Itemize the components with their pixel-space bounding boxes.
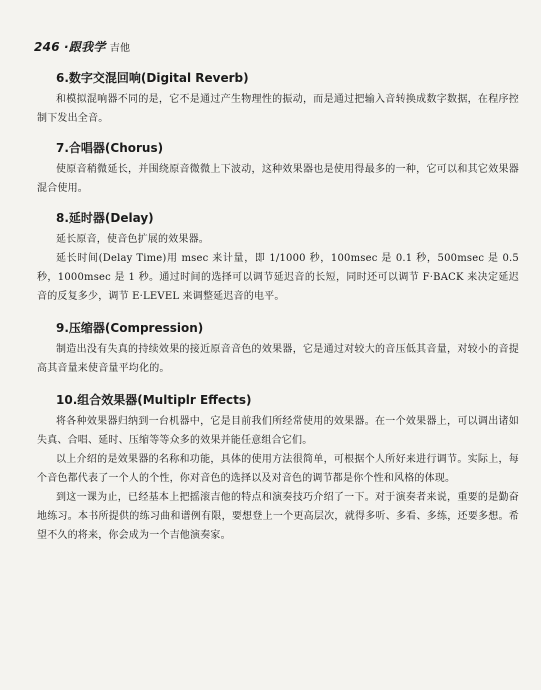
section-digital-reverb [37,70,519,128]
subject-title: 吉他 [109,43,131,54]
section-heading: 8.延时器(Delay) [56,211,154,225]
section-chorus [37,140,519,198]
paragraph: 制造出没有失真的持续效果的接近原音音色的效果器，它是通过对较大的音压低其音量，对较小的音提高其音量来使音量平均化的。 [37,344,519,374]
paragraph: 以上介绍的是效果器的名称和功能，具体的使用方法很简单，可根据个人所好来进行调节。实际上，每个音色都代表了一个人的个性，你对音色的选择以及对音色的调节都是你个性和风格的体现。 [37,454,519,484]
paragraph: 使原音稍微延长，并围绕原音微微上下波动，这种效果器也是使用得最多的一种，它可以和其它效果器混合使用。 [37,164,519,194]
page-number: 246 [34,40,60,54]
section-heading: 7.合唱器(Chorus) [56,141,164,155]
series-title: ·跟我学 [63,40,106,54]
running-head [34,38,130,55]
paragraph: 到这一课为止，已经基本上把摇滚吉他的特点和演奏技巧介绍了一下。对于演奏者来说，重要的是勤奋地练习。本书所提供的练习曲和谱例有限，要想登上一个更高层次，就得多听、多看、多练，还要多想。希望不久的将来，你会成为一个吉他演奏家。 [37,492,519,541]
paragraph: 将各种效果器归纳到一台机器中，它是目前我们所经常使用的效果器。在一个效果器上，可以调出诸如失真、合唱、延时、压缩等等众多的效果并能任意组合它们。 [37,416,519,446]
section-compression [37,320,519,378]
paragraph: 延长原音，使音色扩展的效果器。 [56,234,209,245]
section-heading: 9.压缩器(Compression) [56,321,204,335]
section-heading: 10.组合效果器(Multiplr Effects) [56,393,252,407]
section-heading: 6.数字交混回响(Digital Reverb) [56,71,249,85]
section-multiple-effects [37,392,519,545]
section-delay [37,210,519,306]
paragraph: 延长时间(Delay Time)用 msec 来计量，即 1/1000 秒，100msec 是 0.1 秒，500msec 是 0.5 秒，1000msec 是 1 秒。通过时间的选择可以调节延迟音的长短，同时还可以调节 F·BACK 来决定延迟音的反复多少，调节 E·LEVEL 来调整延迟音的电平。 [37,253,519,302]
paragraph: 和模拟混响器不同的是，它不是通过产生物理性的振动，而是通过把输入音转换成数字数据，在程序控制下发出全音。 [37,94,519,124]
